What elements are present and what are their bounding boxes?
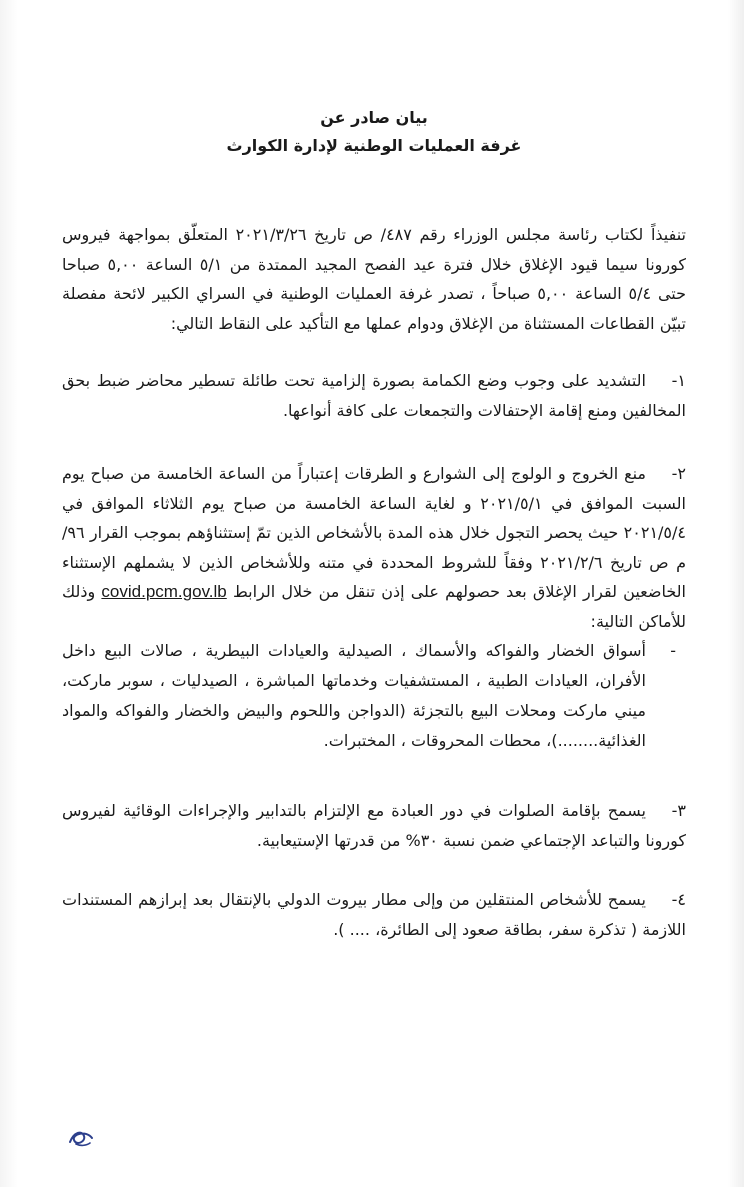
- title-line-2: غرفة العمليات الوطنية لإدارة الكوارث: [226, 136, 522, 155]
- item-number: ٢-: [671, 464, 686, 483]
- places-list: [62, 636, 686, 756]
- item-number: ٤-: [671, 890, 686, 909]
- item-text-after-link: وذلك للأماكن التالية:: [62, 582, 686, 631]
- item-number: ١-: [671, 371, 686, 390]
- intro-paragraph: تنفيذاً لكتاب رئاسة مجلس الوزراء رقم ٤٨٧/ ص تاريخ ٢٠٢١/٣/٢٦ المتعلّق بمواجهة فيروس كورونا سيما قيود الإغلاق خلال فترة عيد الفصح المجيد الممتدة من ٥/١ الساعة ٥,٠٠ صباحا حتى ٥/٤ الساعة ٥,٠٠ صباحاً ، تصدر غرفة العمليات الوطنية في السراي الكبير لائحة مفصلة تبيّن القطاعات المستثناة من الإغلاق ودوام عملها مع التأكيد على النقاط التالي:: [62, 225, 687, 333]
- list-item-4: [62, 885, 686, 944]
- covid-link[interactable]: covid.pcm.gov.lb: [101, 582, 227, 601]
- document-body: [62, 0, 686, 944]
- item-number: ٣-: [671, 801, 686, 820]
- item-text-before-link: منع الخروج و الولوج إلى الشوارع و الطرقات إعتباراً من الساعة الخامسة من صباح يوم السبت الموافق في ٢٠٢١/٥/١ و لغاية الساعة الخامسة من صباح يوم الثلاثاء الموافق في ٢٠٢١/٥/٤ حيث يحصر التجول خلال هذه المدة بالأشخاص الذين تمّ إستثناؤهم بموجب القرار ٩٦/م ص تاريخ ٢٠٢١/٢/٦ وفقاً للشروط المحددة في متنه وللأشخاص الذين لا يشملهم الإستثناء الخاضعين لقرار الإغلاق بعد حصولهم على إذن تنقل من خلال الرابط: [62, 464, 687, 601]
- list-item-3: [62, 796, 686, 855]
- list-item-1: [62, 366, 686, 425]
- handwritten-initials-icon: [66, 1124, 96, 1150]
- bullet-dash: -: [670, 641, 676, 660]
- list-item: [62, 636, 686, 756]
- list-item-2: [62, 459, 686, 756]
- places-text: أسواق الخضار والفواكه والأسماك ، الصيدلية والعيادات البيطرية ، صالات البيع داخل الأفران، العيادات الطبية ، المستشفيات وخدماتها المباشرة ، الصيدليات ، سوبر ماركت، ميني ماركت ومحلات البيع بالتجزئة (الدواجن واللحوم والبيض والخضار والفواكه والمواد الغذائية........)، محطات المحروقات ، المختبرات.: [62, 641, 646, 750]
- item-text: يسمح للأشخاص المنتقلين من وإلى مطار بيروت الدولي بالإنتقال بعد إبرازهم المستندات اللازمة ( تذكرة سفر، بطاقة صعود إلى الطائرة، .... ).: [62, 890, 686, 939]
- item-text: التشديد على وجوب وضع الكمامة بصورة إلزامية تحت طائلة تسطير محاضر ضبط بحق المخالفين ومنع إقامة الإحتفالات والتجمعات على كافة أنواعها.: [62, 371, 686, 420]
- item-text: يسمح بإقامة الصلوات في دور العبادة مع الإلتزام بالتدابير والإجراءات الوقائية لفيروس كورونا والتباعد الإجتماعي ضمن نسبة ٣٠% من قدرتها الإستيعابية.: [62, 801, 686, 850]
- title-line-1: بيان صادر عن: [320, 108, 428, 127]
- item-text: [62, 459, 686, 636]
